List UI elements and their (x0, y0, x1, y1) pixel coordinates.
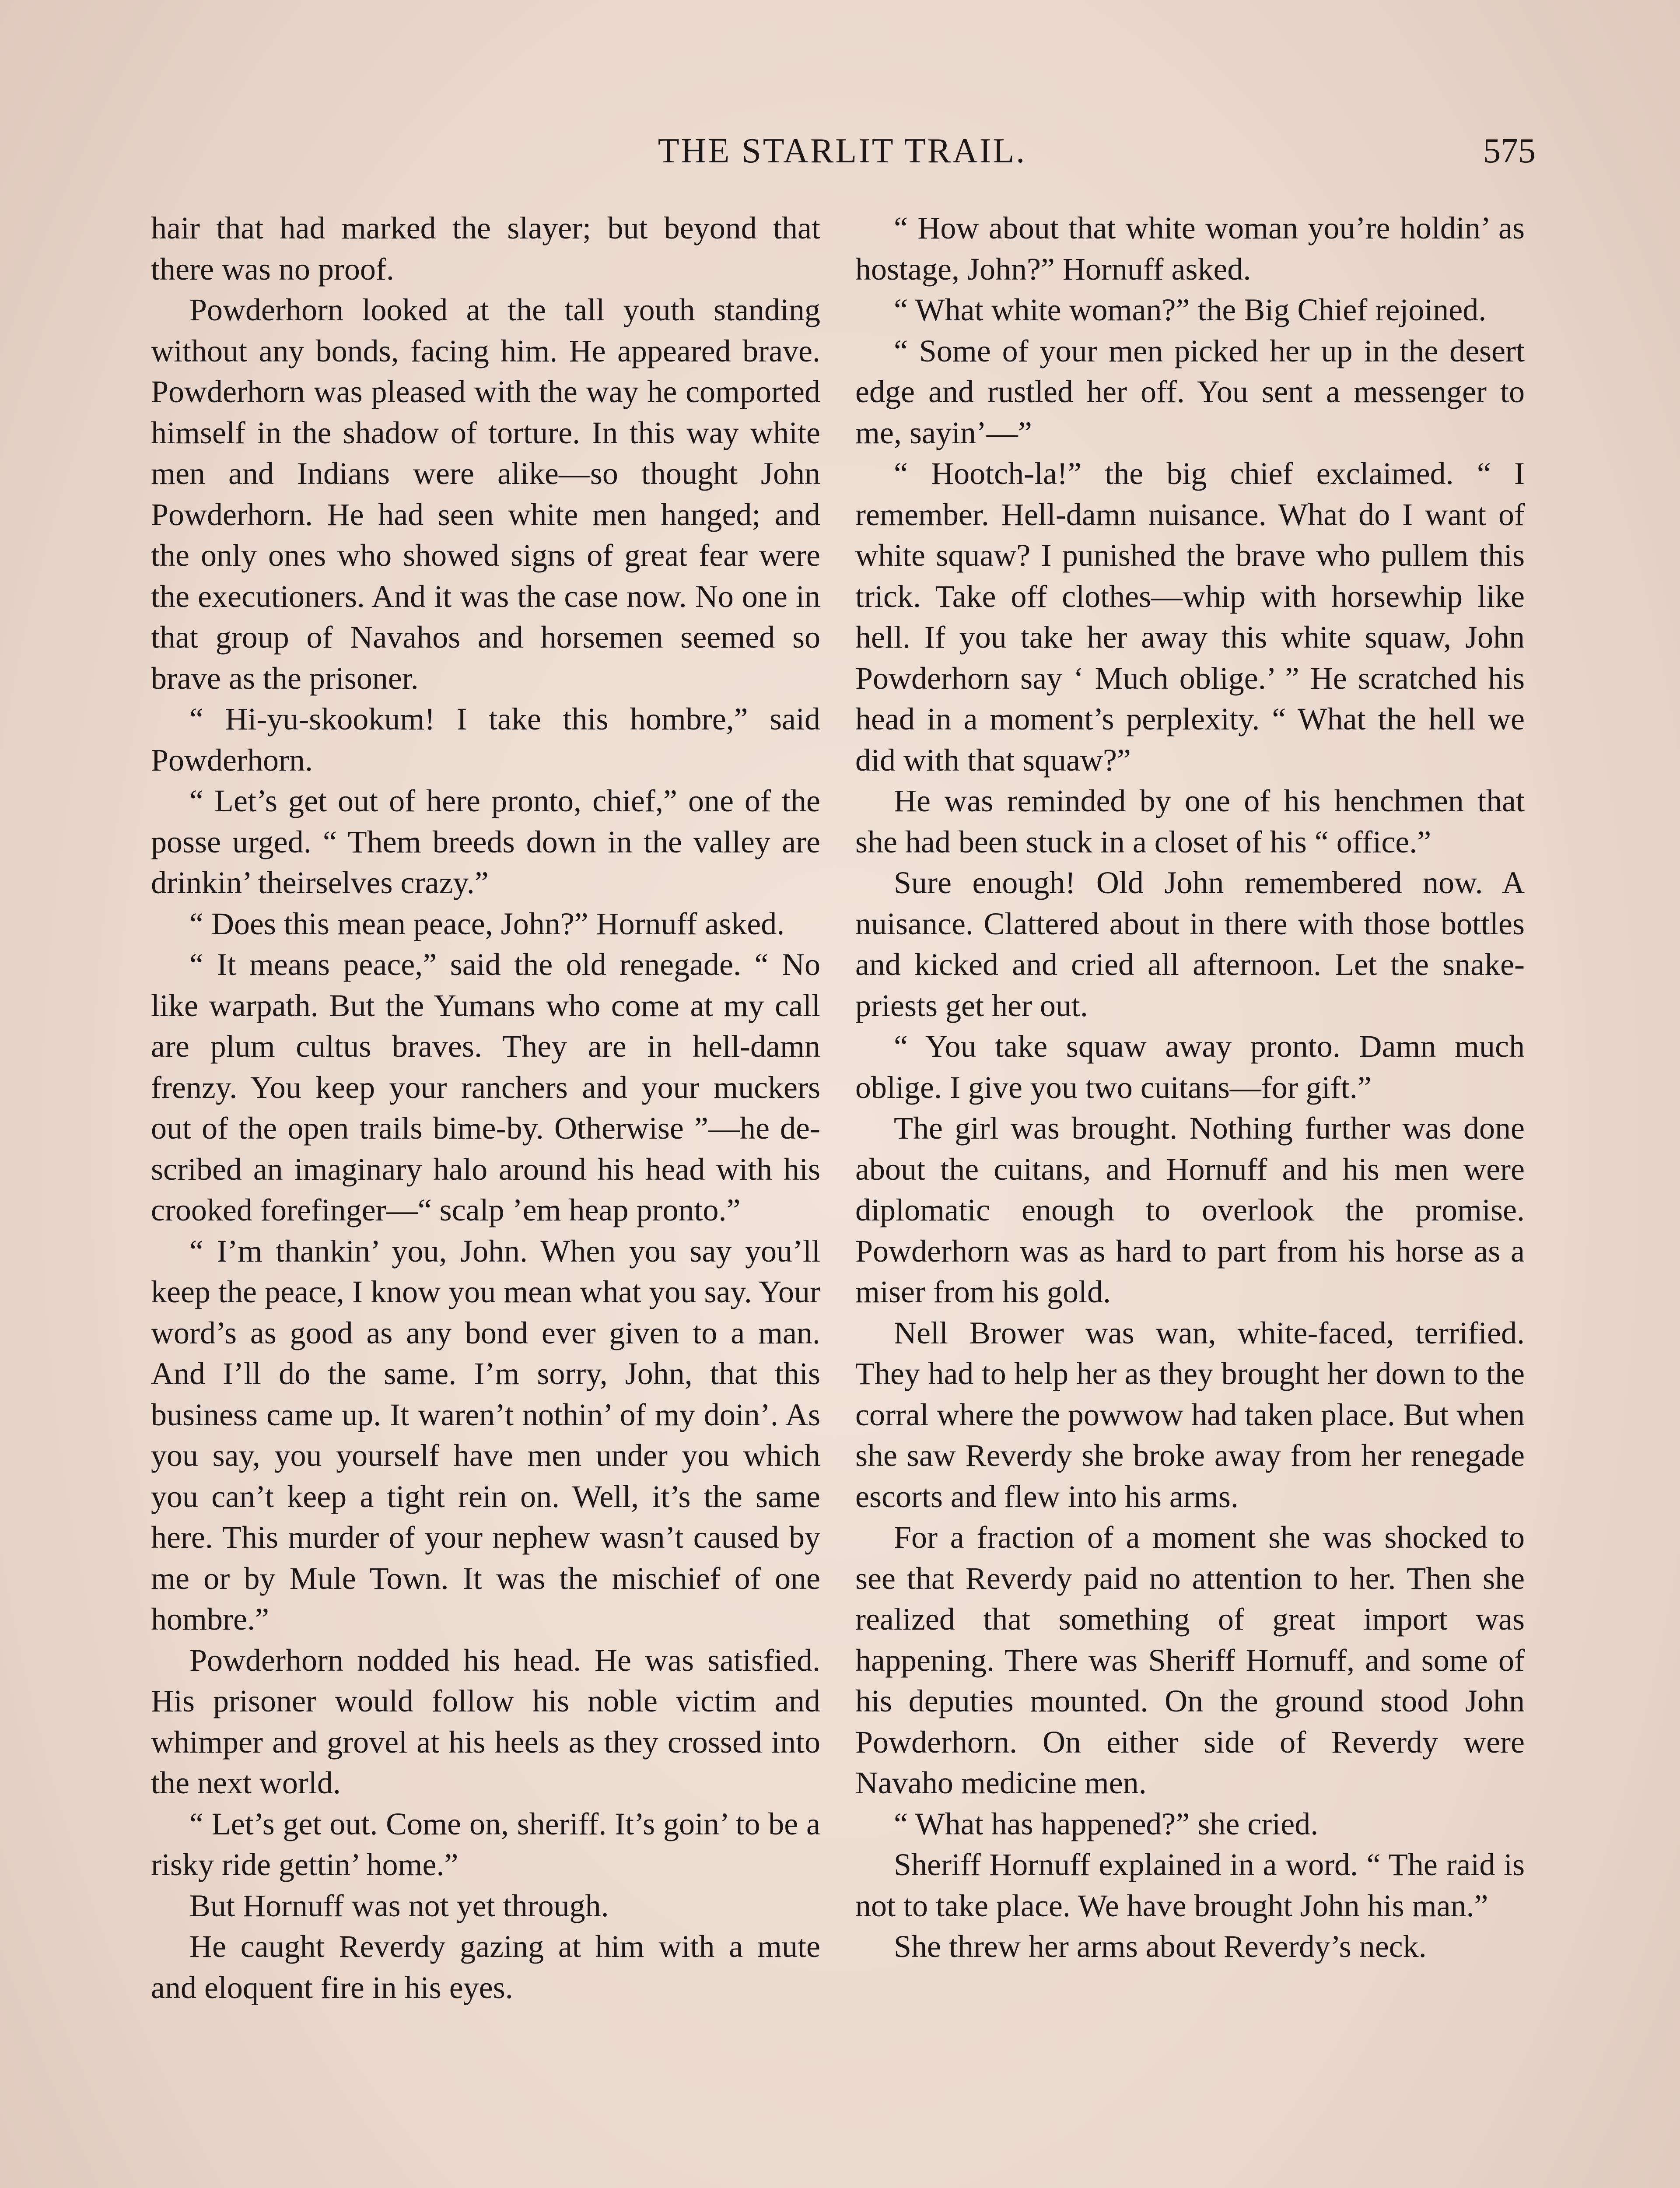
paragraph: He was reminded by one of his henchmen that she had been stuck in a closet of his “ office.” (855, 783, 1525, 859)
paragraph: “ Hi-yu-skookum! I take this hombre,” said Powderhorn. (151, 701, 820, 778)
paragraph: Nell Brower was wan, white-faced, terrified. They had to help her as they brought her down to the corral where the powwow had taken place. But when she saw Reverdy she broke away from her renegade escorts and flew into his arms. (855, 1315, 1525, 1514)
paragraph: For a fraction of a moment she was shocked to see that Reverdy paid no attention to her. Then she realized that something of great import was happening. There was Sheriff Hornuff, and some of his deputies mounted. On the ground stood John Powderhorn. On either side of Reverdy were Navaho medicine men. (855, 1520, 1525, 1800)
paragraph: Powderhorn nodded his head. He was satisfied. His prisoner would follow his noble victim and whimper and grovel at his heels as they crossed into the next world. (151, 1642, 820, 1800)
page-number: 575 (1483, 132, 1536, 170)
paragraph: Sure enough! Old John remembered now. A nuisance. Clattered about in there with those bottles and kicked and cried all afternoon. Let the snake-priests get her out. (855, 865, 1525, 1023)
paragraph: “ It means peace,” said the old renegade. “ No like warpath. But the Yumans who come at my call are plum cultus braves. They are in hell-damn frenzy. You keep your ranchers and your muckers out of the open trails bime-by. Otherwise ”—he described an imaginary halo around his head with his crooked forefinger—“ scalp ’em heap pronto.” (151, 947, 820, 1227)
paragraph: She threw her arms about Reverdy’s neck. (894, 1929, 1427, 1964)
paragraph: The girl was brought. Nothing further was done about the cuitans, and Hornuff and his men were diplomatic enough to overlook the promise. Powderhorn was as hard to part from his horse as a miser from his gold. (855, 1111, 1525, 1309)
paragraph: But Hornuff was not yet through. (189, 1888, 609, 1923)
paragraph: “ Hootch-la!” the big chief exclaimed. “ I remember. Hell-damn nuisance. What do I want of white squaw? I punished the brave who pullem this trick. Take off clothes—whip with horsewhip like hell. If you take her away this white squaw, John Powderhorn say ‘ Much oblige.’ ” He scratched his head in a moment’s perplexity. “ What the hell we did with that squaw?” (855, 456, 1525, 778)
paragraph: He caught Reverdy gazing at him with a mute and eloquent fire in his eyes. (151, 1929, 820, 2005)
paragraph: “ You take squaw away pronto. Damn much oblige. I give you two cuitans—for gift.” (855, 1029, 1525, 1105)
paragraph: “ Does this mean peace, John?” Hornuff asked. (189, 906, 785, 941)
paragraph: “ What white woman?” the Big Chief rejoined. (894, 292, 1487, 327)
paragraph: “ Some of your men picked her up in the desert edge and rustled her off. You sent a messenger to me, sayin’—” (855, 333, 1525, 450)
paragraph: “ Let’s get out of here pronto, chief,” one of the posse urged. “ Them breeds down in the valley are drinkin’ theirselves crazy.” (151, 783, 820, 900)
paragraph: “ I’m thankin’ you, John. When you say you’ll keep the peace, I know you mean what you say. Your word’s as good as any bond ever given to a man. And I’ll do the same. I’m sorry, John, that this business came up. It waren’t nothin’ of my doin’. As you say, you yourself have men under you which you can’t keep a tight rein on. Well, it’s the same here. This murder of your nephew wasn’t caused by me or by Mule Town. It was the mischief of one hombre.” (151, 1233, 820, 1637)
paragraph: hair that had marked the slayer; but beyond that there was no proof. (151, 210, 820, 287)
running-title: THE STARLIT TRAIL. (658, 132, 1027, 170)
right-text-column (855, 208, 1525, 1967)
left-text-column (151, 208, 820, 2008)
paragraph: Powderhorn looked at the tall youth standing without any bonds, facing him. He appeared brave. Powderhorn was pleased with the way he comported himself in the shadow of torture. In this way white men and Indians were alike—so thought John Powderhorn. He had seen white men hanged; and the only ones who showed signs of great fear were the executioners. And it was the case now. No one in that group of Navahos and horsemen seemed so brave as the prisoner. (151, 292, 820, 696)
paragraph: “ What has happened?” she cried. (894, 1806, 1319, 1841)
paragraph: “ Let’s get out. Come on, sheriff. It’s goin’ to be a risky ride gettin’ home.” (151, 1806, 820, 1882)
paragraph: Sheriff Hornuff explained in a word. “ The raid is not to take place. We have brought John his man.” (855, 1847, 1525, 1923)
running-header (149, 131, 1536, 184)
paragraph: “ How about that white woman you’re holdin’ as hostage, John?” Hornuff asked. (855, 210, 1525, 287)
